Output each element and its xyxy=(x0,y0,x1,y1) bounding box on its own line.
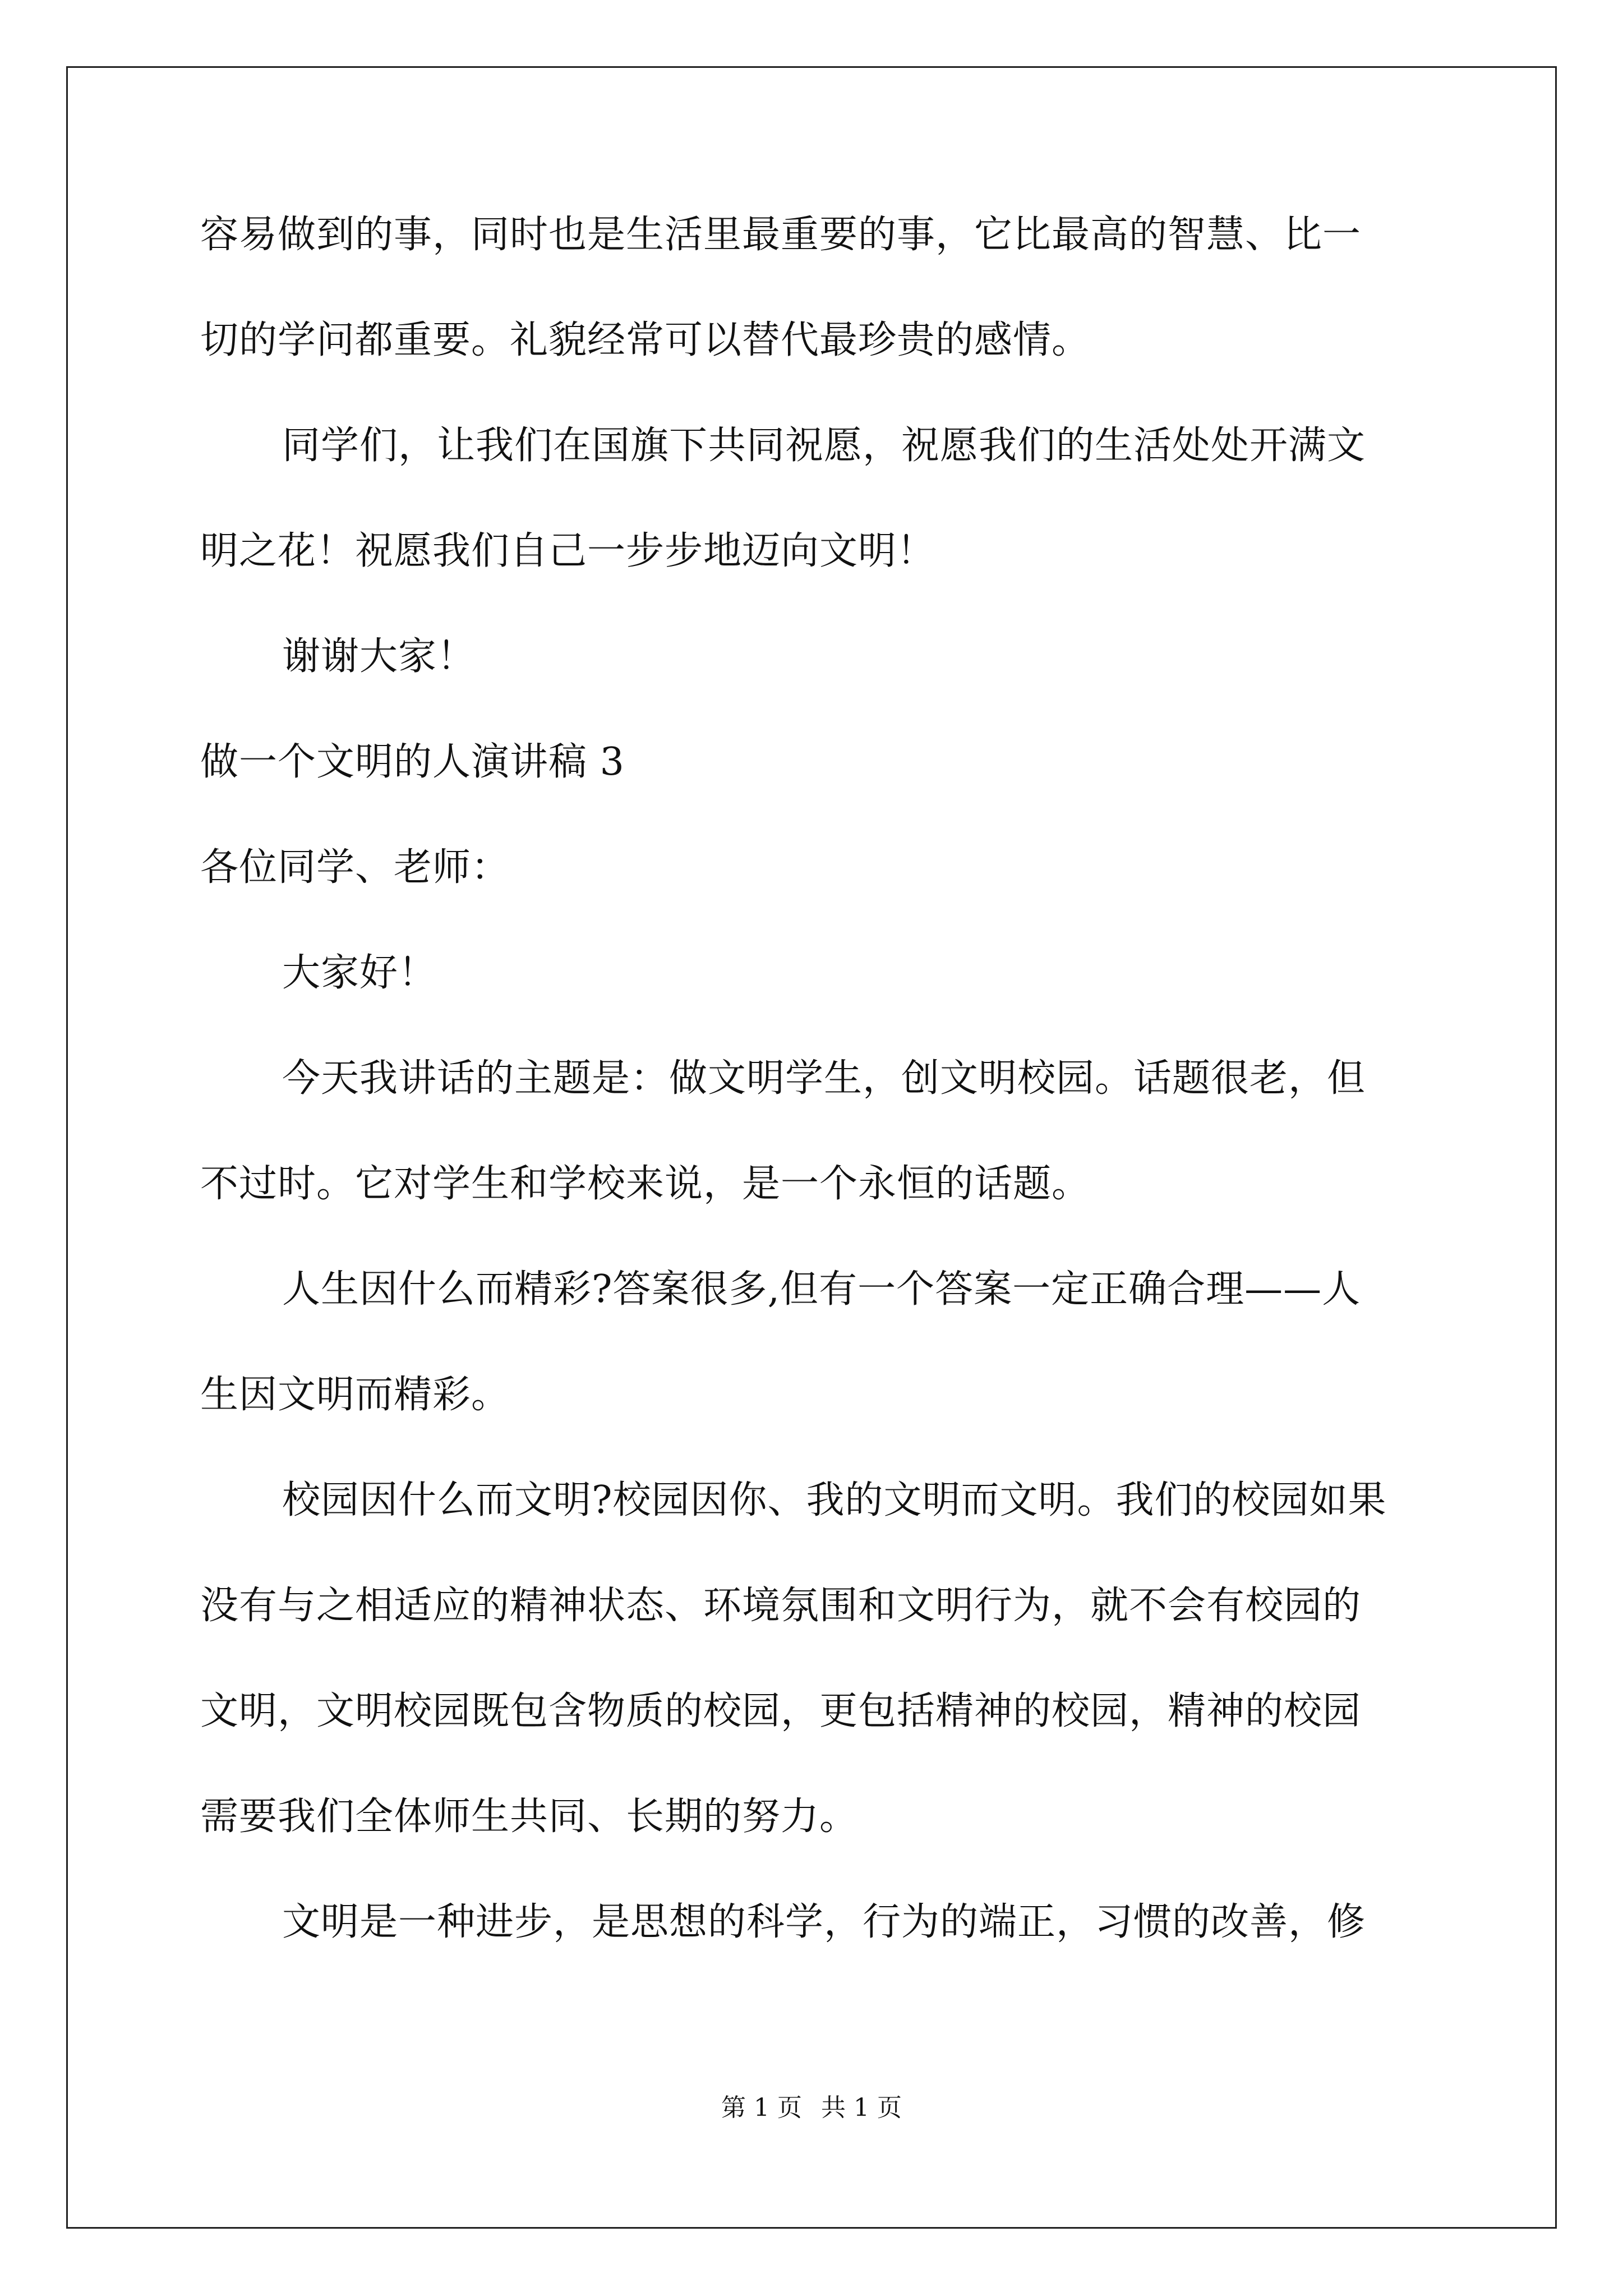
text-line: 各位同学、老师： xyxy=(200,845,510,890)
text-line: 生因文明而精彩。 xyxy=(200,1373,510,1417)
text-line: 切的学问都重要。礼貌经常可以替代最珍贵的感情。 xyxy=(200,318,1091,362)
text-line: 没有与之相适应的精神状态、环境氛围和文明行为，就不会有校园的 xyxy=(200,1584,1362,1628)
text-line: 人生因什么而精彩?答案很多,但有一个答案一定正确合理——人 xyxy=(282,1267,1361,1312)
text-line: 明之花！祝愿我们自己一步步地迈向文明！ xyxy=(200,529,936,573)
text-line: 容易做到的事，同时也是生活里最重要的事，它比最高的智慧、比一 xyxy=(200,213,1362,257)
text-line: 文明，文明校园既包含物质的校园，更包括精神的校园，精神的校园 xyxy=(200,1689,1362,1733)
section-heading: 做一个文明的人演讲稿 3 xyxy=(200,740,625,784)
text-line: 谢谢大家！ xyxy=(282,634,476,679)
text-line: 需要我们全体师生共同、长期的努力。 xyxy=(200,1795,859,1839)
text-line: 大家好！ xyxy=(282,951,437,995)
page-number-total: 共 1 页 xyxy=(821,2093,902,2122)
text-line: 文明是一种进步，是思想的科学，行为的端正，习惯的改善，修 xyxy=(282,1900,1366,1944)
text-line: 不过时。它对学生和学校来说，是一个永恒的话题。 xyxy=(200,1162,1091,1206)
text-line: 同学们，让我们在国旗下共同祝愿，祝愿我们的生活处处开满文 xyxy=(282,424,1366,468)
document-body xyxy=(200,208,1423,2000)
page-number-current: 第 1 页 xyxy=(721,2093,802,2122)
text-line: 校园因什么而文明?校园因你、我的文明而文明。我们的校园如果 xyxy=(282,1478,1387,1522)
page-footer xyxy=(0,2091,1623,2125)
text-line: 今天我讲话的主题是：做文明学生，创文明校园。话题很老，但 xyxy=(282,1056,1366,1101)
